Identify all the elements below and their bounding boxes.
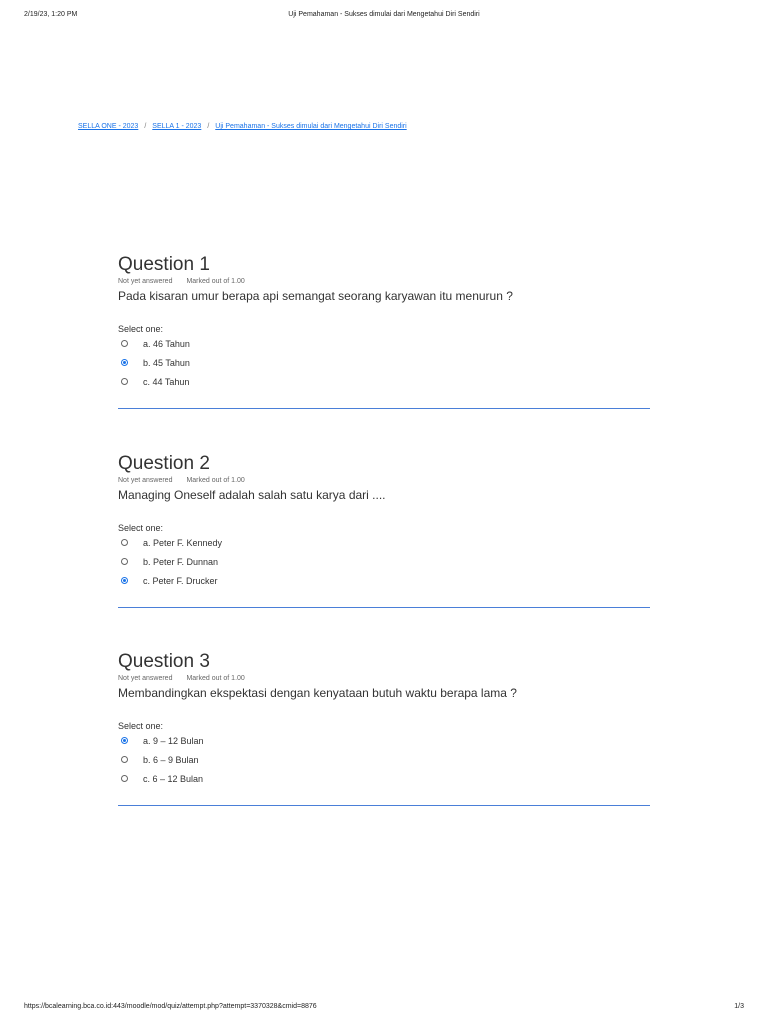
radio-button-selected[interactable] bbox=[121, 737, 128, 744]
question-marks: Marked out of 1.00 bbox=[186, 278, 245, 285]
question-divider bbox=[118, 408, 650, 409]
radio-button[interactable] bbox=[121, 378, 128, 385]
print-header bbox=[24, 11, 744, 18]
question-2 bbox=[118, 453, 650, 608]
answer-option-a[interactable] bbox=[121, 334, 650, 353]
select-one-label: Select one: bbox=[118, 523, 164, 533]
answer-option-c[interactable] bbox=[121, 372, 650, 391]
question-title: Question 1 bbox=[118, 254, 210, 275]
question-divider bbox=[118, 805, 650, 806]
answer-option-label: b. 45 Tahun bbox=[143, 357, 190, 368]
answer-option-label: a. 46 Tahun bbox=[143, 338, 190, 349]
answer-option-label: a. Peter F. Kennedy bbox=[143, 537, 223, 548]
question-divider bbox=[118, 607, 650, 608]
answer-option-b[interactable] bbox=[121, 750, 650, 769]
breadcrumb-link-course[interactable]: SELLA ONE - 2023 bbox=[78, 123, 139, 130]
answer-option-label: a. 9 – 12 Bulan bbox=[143, 735, 204, 746]
select-one-label: Select one: bbox=[118, 324, 164, 334]
question-marks: Marked out of 1.00 bbox=[186, 477, 245, 484]
answer-option-label: c. 44 Tahun bbox=[143, 376, 190, 387]
question-text: Managing Oneself adalah salah satu karya dari .... bbox=[118, 488, 386, 502]
question-text: Membandingkan ekspektasi dengan kenyataan butuh waktu berapa lama ? bbox=[118, 686, 517, 700]
answer-option-a[interactable] bbox=[121, 533, 650, 552]
question-info bbox=[118, 278, 650, 287]
answer-option-b[interactable] bbox=[121, 353, 650, 372]
radio-button[interactable] bbox=[121, 775, 128, 782]
radio-button[interactable] bbox=[121, 558, 128, 565]
question-title: Question 2 bbox=[118, 453, 210, 474]
breadcrumb-link-section[interactable]: SELLA 1 - 2023 bbox=[152, 123, 202, 130]
radio-button[interactable] bbox=[121, 756, 128, 763]
print-url: https://bcalearning.bca.co.id:443/moodle/mod/quiz/attempt.php?attempt=3370328&cmid=8876 bbox=[24, 1003, 317, 1010]
answer-option-label: b. 6 – 9 Bulan bbox=[143, 754, 199, 765]
question-info bbox=[118, 477, 650, 486]
print-datetime: 2/19/23, 1:20 PM bbox=[24, 11, 78, 18]
answer-option-b[interactable] bbox=[121, 552, 650, 571]
answer-option-label: c. 6 – 12 Bulan bbox=[143, 773, 204, 784]
breadcrumb bbox=[78, 123, 407, 130]
select-one-label: Select one: bbox=[118, 721, 164, 731]
print-title: Uji Pemahaman - Sukses dimulai dari Mengetahui Diri Sendiri bbox=[288, 11, 480, 18]
answer-option-label: b. Peter F. Dunnan bbox=[143, 556, 219, 567]
question-text: Pada kisaran umur berapa api semangat seorang karyawan itu menurun ? bbox=[118, 289, 513, 303]
print-footer bbox=[24, 1003, 744, 1010]
breadcrumb-link-quiz[interactable]: Uji Pemahaman - Sukses dimulai dari Mengetahui Diri Sendiri bbox=[215, 123, 407, 130]
radio-button-selected[interactable] bbox=[121, 359, 128, 366]
answer-option-c[interactable] bbox=[121, 571, 650, 590]
question-status: Not yet answered bbox=[118, 278, 173, 285]
breadcrumb-separator: / bbox=[207, 123, 210, 130]
question-status: Not yet answered bbox=[118, 675, 173, 682]
radio-button[interactable] bbox=[121, 539, 128, 546]
print-page-number: 1/3 bbox=[734, 1003, 744, 1010]
radio-button-selected[interactable] bbox=[121, 577, 128, 584]
question-3 bbox=[118, 651, 650, 806]
answer-option-label: c. Peter F. Drucker bbox=[143, 575, 218, 586]
question-title: Question 3 bbox=[118, 651, 210, 672]
question-info bbox=[118, 675, 650, 684]
breadcrumb-separator: / bbox=[144, 123, 147, 130]
answer-option-a[interactable] bbox=[121, 731, 650, 750]
question-status: Not yet answered bbox=[118, 477, 173, 484]
radio-button[interactable] bbox=[121, 340, 128, 347]
question-1 bbox=[118, 254, 650, 409]
question-marks: Marked out of 1.00 bbox=[186, 675, 245, 682]
answer-option-c[interactable] bbox=[121, 769, 650, 788]
